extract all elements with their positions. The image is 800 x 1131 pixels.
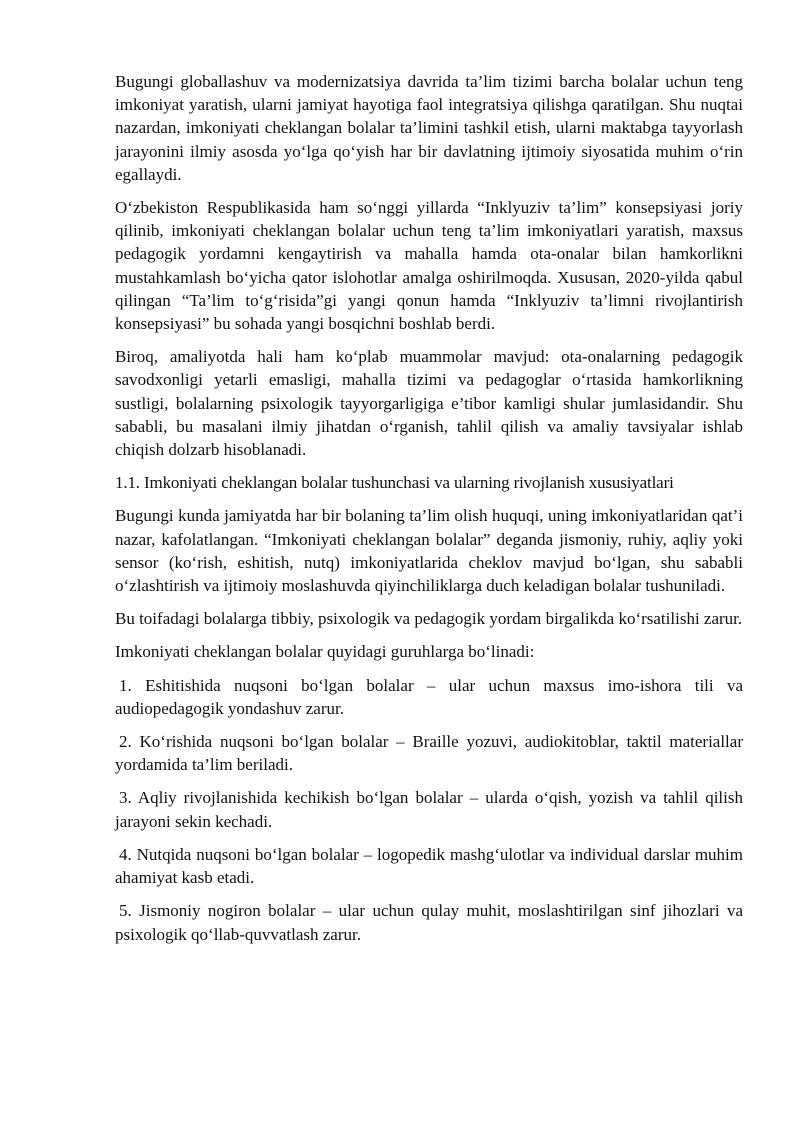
intro-paragraph-2: O‘zbekiston Respublikasida ham so‘nggi yillarda “Inklyuziv ta’lim” konsepsiyasi joriy qilinib, imkoniyati cheklangan bolalar uchun teng ta’lim imkoniyatlari yaratish, maxsus pedagogik yordamni kengaytirish va mahalla hamda ota-onalar bilan hamkorlikni mustahkamlash bo‘yicha qator islohotlar amalga oshirilmoqda. Xususan, 2020-yilda qabul qilingan “Ta’lim to‘g‘risida”gi yangi qonun hamda “Inklyuziv ta’limni rivojlantirish konsepsiyasi” bu sohada yangi bosqichni boshlab berdi. xyxy=(115,198,743,334)
list-item-cognitive: 3. Aqliy rivojlanishida kechikish bo‘lgan bolalar – ularda o‘qish, yozish va tahlil qilish jarayoni sekin kechadi. xyxy=(115,788,743,831)
document-page xyxy=(115,70,743,956)
list-item-vision: 2. Ko‘rishida nuqsoni bo‘lgan bolalar – Braille yozuvi, audiokitoblar, taktil materiallar yordamida ta’lim beriladi. xyxy=(115,732,743,775)
intro-paragraph-1: Bugungi globallashuv va modernizatsiya davrida ta’lim tizimi barcha bolalar uchun teng imkoniyat yaratish, ularni jamiyat hayotiga faol integratsiya qilishga qaratilgan. Shu nuqtai nazardan, imkoniyati cheklangan bolalar ta’limini tashkil etish, ularni maktabga tayyorlash jarayonini ilmiy asosda yo‘lga qo‘yish har bir davlatning ijtimoiy siyosatida muhim o‘rin egallaydi. xyxy=(115,72,743,184)
list-item-physical: 5. Jismoniy nogiron bolalar – ular uchun qulay muhit, moslashtirilgan sinf jihozlari va psixologik qo‘llab-quvvatlash zarur. xyxy=(115,901,743,944)
list-intro: Imkoniyati cheklangan bolalar quyidagi guruhlarga bo‘linadi: xyxy=(115,642,535,662)
section-paragraph-1: Bugungi kunda jamiyatda har bir bolaning ta’lim olish huquqi, uning imkoniyatlaridan qat’i nazar, kafolatlangan. “Imkoniyati cheklangan bolalar” deganda jismoniy, ruhiy, aqliy yoki sensor (ko‘rish, eshitish, nutq) imkoniyatlarida cheklov mavjud bo‘lgan, shu sababli o‘zlashtirish va ijtimoiy moslashuvda qiyinchiliklarga duch keladigan bolalar tushuniladi. xyxy=(115,506,743,596)
intro-paragraph-3: Biroq, amaliyotda hali ham ko‘plab muammolar mavjud: ota-onalarning pedagogik savodxonligi yetarli emasligi, mahalla tizimi va pedagoglar o‘rtasida hamkorlikning sustligi, bolalarning psixologik tayyorgarligiga e’tibor kamligi shular jumlasidandir. Shu sababli, bu masalani ilmiy jihatdan o‘rganish, tahlil qilish va amaliy tavsiyalar ishlab chiqish dolzarb hisoblanadi. xyxy=(115,347,743,460)
section-paragraph-2: Bu toifadagi bolalarga tibbiy, psixologik va pedagogik yordam birgalikda ko‘rsatilishi zarur. xyxy=(115,609,743,629)
section-heading: 1.1. Imkoniyati cheklangan bolalar tushunchasi va ularning rivojlanish xususiyatlari xyxy=(115,473,674,493)
list-item-speech: 4. Nutqida nuqsoni bo‘lgan bolalar – logopedik mashg‘ulotlar va individual darslar muhim ahamiyat kasb etadi. xyxy=(115,844,743,888)
list-item-hearing: 1. Eshitishida nuqsoni bo‘lgan bolalar – ular uchun maxsus imo-ishora tili va audiopedagogik yondashuv zarur. xyxy=(115,675,743,718)
